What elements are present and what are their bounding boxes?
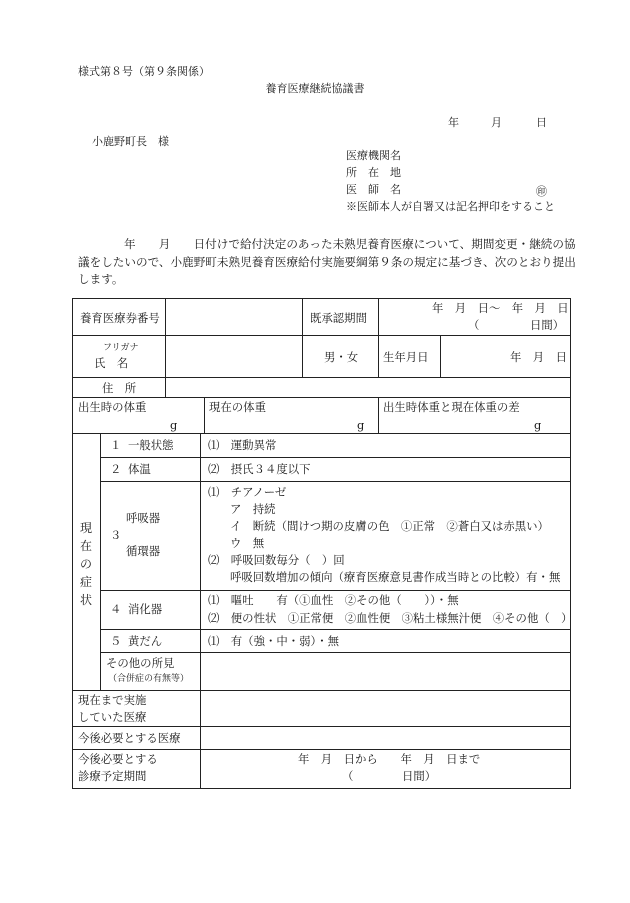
symptom-4-line-2: ⑵ 便の性状 ①正常便 ②血性便 ③粘土様無汁便 ④その他（ ） — [208, 611, 573, 625]
rule — [100, 590, 571, 591]
planned-period-range: 年 月 日から 年 月 日まで — [298, 752, 481, 766]
rule — [378, 397, 379, 434]
symptom-5-number: ５ — [110, 634, 122, 648]
rule — [200, 652, 201, 789]
rule — [72, 335, 571, 336]
current-weight-label: 現在の体重 — [209, 400, 266, 414]
statement-line-2: 議をしたいので、小鹿野町未熟児養育医療給付実施要綱第９条の規定に基づき、次のとおり提出 — [78, 254, 576, 269]
birth-weight-unit: g — [170, 418, 178, 432]
treatment-so-far-label-2: していた医療 — [78, 710, 147, 724]
rule — [72, 690, 571, 691]
planned-period-label-1: 今後必要とする — [78, 752, 158, 766]
institution-name-label: 医療機関名 — [346, 149, 401, 162]
symptom-2-detail: ⑵ 摂氏３４度以下 — [208, 462, 311, 476]
symptom-1-name: 一般状態 — [128, 438, 174, 452]
rule — [378, 298, 379, 378]
name-label: 氏 名 — [94, 356, 129, 370]
symptom-3-line-6: 呼吸回数増加の傾向（療育医療意見書作成当時との比較）有・無 — [230, 570, 561, 584]
statement-line-1: 年 月 日付けで給付決定のあった未熟児養育医療について、期間変更・継続の協 — [124, 237, 576, 251]
symptom-3-name-respiratory: 呼吸器 — [126, 511, 161, 525]
rule — [100, 652, 571, 653]
request-statement — [78, 236, 578, 289]
rule — [204, 397, 205, 434]
doctor-name-label: 医 師 名 — [346, 183, 401, 196]
symptom-3-line-1: ⑴ チアノーゼ — [208, 485, 287, 499]
rule — [72, 298, 571, 299]
symptom-1-number: １ — [110, 438, 122, 452]
planned-period-label-2: 診療予定期間 — [78, 769, 147, 783]
furigana-label: フリガナ — [103, 343, 139, 353]
other-findings-sublabel: （合併症の有無等） — [108, 674, 190, 684]
addressee: 小鹿野町長 様 — [92, 135, 169, 148]
rule — [72, 433, 571, 434]
symptom-1-detail: ⑴ 運動異常 — [208, 438, 277, 452]
statement-line-3: します。 — [78, 272, 124, 286]
rule — [440, 335, 441, 378]
planned-days-close: 日間） — [402, 769, 437, 783]
symptom-2-name: 体温 — [128, 462, 151, 476]
weight-difference-label: 出生時体重と現在体重の差 — [383, 400, 520, 414]
symptom-5-name: 黄だん — [128, 634, 163, 648]
approved-period-range: 年 月 日～ 年 月 日 — [432, 301, 569, 315]
institution-address-label: 所 在 地 — [346, 166, 401, 179]
treatment-so-far-label-1: 現在まで実施 — [78, 693, 147, 707]
rule — [165, 298, 166, 398]
rule — [100, 481, 571, 482]
signature-note: ※医師本人が自署又は記名押印をすること — [346, 200, 555, 213]
submission-date — [448, 116, 547, 130]
rule — [570, 298, 571, 789]
symptom-3-line-5: ⑵ 呼吸回数毎分（ ）回 — [208, 553, 345, 567]
current-symptoms-label: 現在の症状 — [79, 521, 92, 607]
symptom-4-name: 消化器 — [128, 602, 163, 616]
form-title: 養育医療継続協議書 — [265, 82, 365, 95]
form-code: 様式第８号（第９条関係） — [78, 65, 210, 78]
symptom-3-number: ３ — [110, 528, 122, 542]
symptom-2-number: ２ — [110, 462, 122, 476]
address-label: 住 所 — [102, 381, 137, 395]
weight-difference-unit: g — [534, 418, 542, 432]
date-day: 日 — [536, 116, 547, 129]
date-year: 年 — [448, 116, 459, 129]
symptom-4-line-1: ⑴ 嘔吐 有（①血性 ②その他（ ））・無 — [208, 593, 459, 607]
date-of-birth-value: 年 月 日 — [510, 350, 567, 364]
rule — [100, 433, 101, 691]
current-weight-unit: g — [357, 418, 365, 432]
future-treatment-label: 今後必要とする医療 — [78, 731, 181, 745]
rule — [72, 788, 571, 789]
date-of-birth-label: 生年月日 — [383, 350, 429, 364]
sex-options: 男・女 — [324, 350, 359, 364]
seal-mark: ㊞ — [536, 185, 547, 198]
symptom-3-name-circulatory: 循環器 — [126, 544, 161, 558]
approved-days-close: 日間） — [530, 318, 565, 332]
rule — [200, 433, 201, 653]
rule — [72, 726, 571, 727]
date-month: 月 — [491, 116, 502, 129]
approved-days-open: （ — [468, 318, 480, 332]
symptom-3-line-2: ア 持続 — [230, 502, 276, 516]
rule — [72, 298, 73, 789]
consultation-table — [72, 298, 571, 789]
symptom-3-line-4: ウ 無 — [230, 536, 265, 550]
other-findings-label: その他の所見 — [106, 656, 175, 670]
symptom-3-line-3: イ 断続（間けつ期の皮膚の色 ①正常 ②蒼白又は赤黒い） — [230, 519, 549, 533]
approved-period-label: 既承認期間 — [310, 311, 367, 325]
rule — [72, 377, 571, 378]
rule — [100, 457, 571, 458]
birth-weight-label: 出生時の体重 — [78, 400, 147, 414]
rule — [302, 298, 303, 378]
rule — [100, 629, 571, 630]
symptom-5-detail: ⑴ 有（強・中・弱）・無 — [208, 634, 339, 648]
planned-days-open: （ — [342, 769, 354, 783]
rule — [72, 397, 571, 398]
symptom-4-number: ４ — [110, 602, 122, 616]
ticket-number-label: 養育医療券番号 — [80, 311, 160, 325]
rule — [72, 749, 571, 750]
